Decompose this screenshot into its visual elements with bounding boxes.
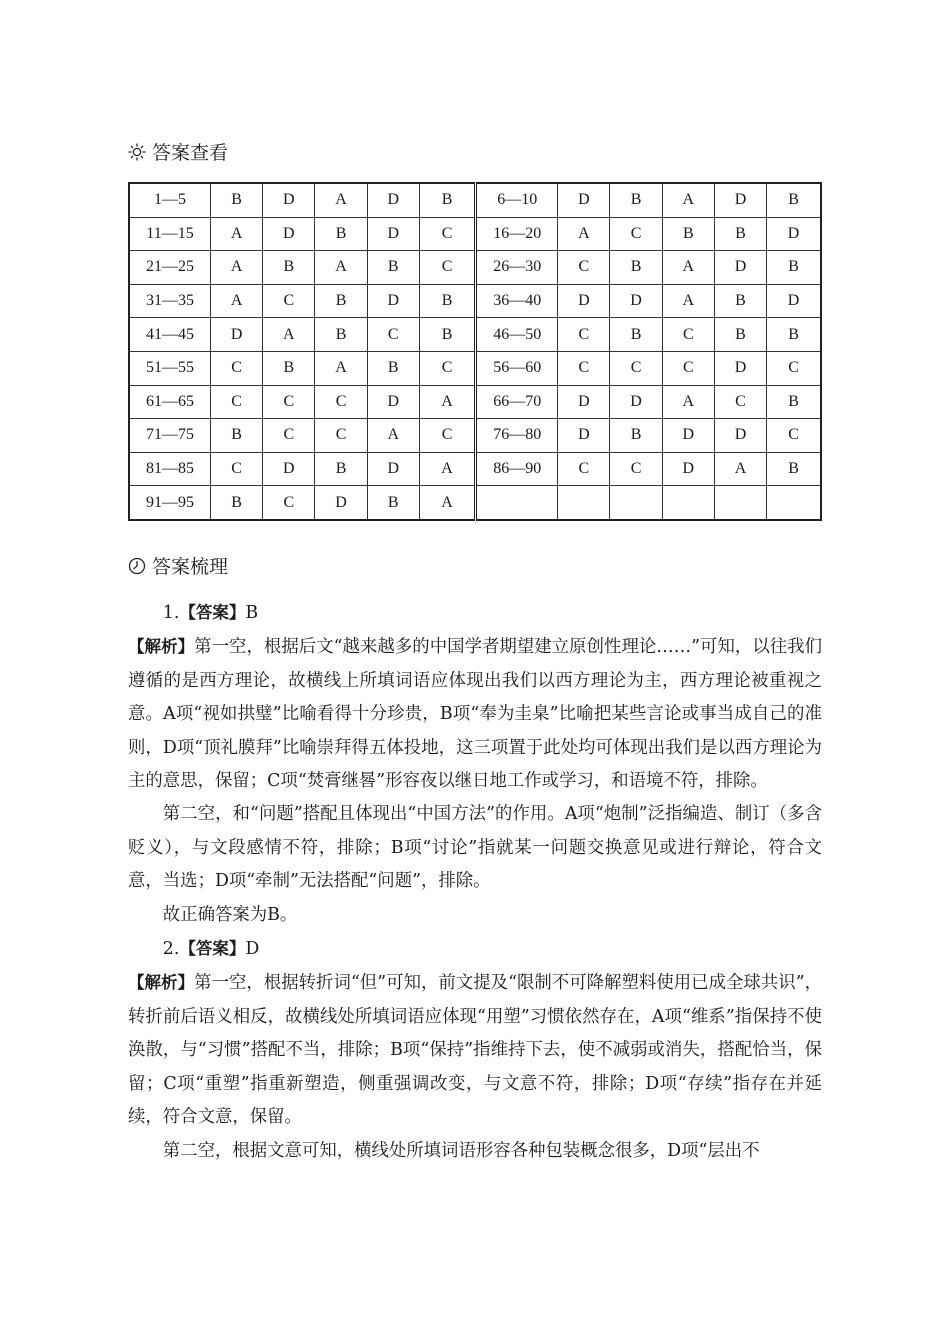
answer-cell: C (558, 351, 610, 385)
answer-cell: B (419, 183, 475, 217)
range-cell: 46—50 (476, 318, 558, 352)
answer-cell (662, 486, 714, 520)
q1-paragraph-2: 第二空，和“问题”搭配且体现出“中国方法”的作用。A项“炮制”泛指编造、制订（多含贬义），与文段感情不符，排除；B项“讨论”指就某一问题交换意见或进行辩论，符合文意，当选；D项“牵制”无法搭配“问题”，排除。 (128, 804, 822, 892)
section-title: 答案查看 (152, 142, 229, 164)
answer-cell: B (211, 419, 263, 453)
answer-cell: D (263, 452, 315, 486)
answer-cell: C (419, 251, 475, 285)
answer-cell: C (767, 419, 821, 453)
answer-cell: B (419, 284, 475, 318)
answer-cell: A (211, 217, 263, 251)
answer-cell: A (714, 452, 766, 486)
clock-icon (128, 557, 146, 575)
range-cell: 71—75 (129, 419, 211, 453)
answer-cell: A (662, 251, 714, 285)
answer-cell: B (610, 419, 662, 453)
q1-answer-line (128, 596, 822, 630)
range-cell: 41—45 (129, 318, 211, 352)
answer-cell: B (211, 486, 263, 520)
answer-cell: C (610, 217, 662, 251)
table-row (129, 217, 821, 251)
answer-cell: C (610, 351, 662, 385)
answer-cell: D (367, 452, 419, 486)
range-cell: 21—25 (129, 251, 211, 285)
answer-cell: C (558, 251, 610, 285)
table-row (129, 318, 821, 352)
answer-cell: A (419, 486, 475, 520)
section-title: 答案梳理 (152, 556, 229, 578)
answer-cell: B (367, 251, 419, 285)
answer-cell: D (714, 419, 766, 453)
answer-cell (767, 486, 821, 520)
table-row (129, 486, 821, 520)
answer-cell (714, 486, 766, 520)
range-cell: 26—30 (476, 251, 558, 285)
table-row (129, 351, 821, 385)
range-cell: 76—80 (476, 419, 558, 453)
answer-cell: B (714, 284, 766, 318)
answer-cell: D (367, 183, 419, 217)
answer-cell: A (662, 183, 714, 217)
answer-cell: B (263, 351, 315, 385)
answer-cell: C (714, 385, 766, 419)
answer-cell: B (662, 217, 714, 251)
answer-cell: C (610, 452, 662, 486)
answer-cell: B (767, 183, 821, 217)
answer-cell: D (211, 318, 263, 352)
q2-answer-tag: 【答案】 (179, 939, 246, 959)
table-row (129, 284, 821, 318)
answer-cell: B (263, 251, 315, 285)
answer-cell: B (714, 217, 766, 251)
answer-cell: C (558, 318, 610, 352)
answer-cell: B (315, 318, 367, 352)
q1-answer: B (245, 603, 259, 623)
range-cell: 16—20 (476, 217, 558, 251)
table-row (129, 419, 821, 453)
range-cell: 61—65 (129, 385, 211, 419)
answer-cell: D (558, 183, 610, 217)
answer-cell: B (211, 183, 263, 217)
range-cell: 81—85 (129, 452, 211, 486)
table-row (129, 251, 821, 285)
answer-cell: C (211, 351, 263, 385)
answer-cell: B (315, 284, 367, 318)
answer-cell: D (558, 385, 610, 419)
answer-cell: B (610, 183, 662, 217)
answer-cell: C (315, 385, 367, 419)
range-cell: 6—10 (476, 183, 558, 217)
answer-cell: C (367, 318, 419, 352)
answer-cell: C (211, 385, 263, 419)
q2-answer-line (128, 932, 822, 966)
range-cell: 36—40 (476, 284, 558, 318)
answer-cell: A (211, 251, 263, 285)
section-answer-view-heading (128, 138, 228, 165)
answer-cell: B (315, 452, 367, 486)
q1-paragraph-1: 第一空，根据后文“越来越多的中国学者期望建立原创性理论……”可知，以往我们遵循的是西方理论，故横线上所填词语应体现出我们以西方理论为主，西方理论被重视之意。A项“视如拱璧”比喻看得十分珍贵，B项“奉为圭臬”比喻把某些言论或事当成自己的准则，D项“顶礼膜拜”比喻崇拜得五体投地，这三项置于此处均可体现出我们是以西方理论为主的意思，保留；C项“焚膏继晷”形容夜以继日地工作或学习，和语境不符，排除。 (128, 637, 822, 792)
answer-cell: D (367, 385, 419, 419)
answer-cell: C (558, 452, 610, 486)
q1-conclusion: 故正确答案为B。 (162, 904, 298, 925)
answer-cell: C (662, 318, 714, 352)
answer-cell: D (263, 217, 315, 251)
answer-cell: D (367, 284, 419, 318)
answer-cell: D (610, 284, 662, 318)
q2-answer: D (245, 939, 260, 960)
q2-paragraph-2: 第二空，根据文意可知，横线处所填词语形容各种包装概念很多，D项“层出不 (162, 1140, 760, 1161)
sun-icon (128, 143, 146, 161)
table-row (129, 385, 821, 419)
section-answer-explain-heading (128, 552, 228, 579)
answer-cell: C (263, 419, 315, 453)
answer-cell (610, 486, 662, 520)
answer-table (128, 182, 822, 521)
answer-cell: D (315, 486, 367, 520)
range-cell: 31—35 (129, 284, 211, 318)
q1-analysis-tag: 【解析】 (128, 637, 195, 657)
answer-cell: B (767, 318, 821, 352)
q2-number: 2. (162, 939, 180, 960)
range-cell: 1—5 (129, 183, 211, 217)
answer-cell: A (315, 351, 367, 385)
answer-cell: B (767, 251, 821, 285)
answer-cell: C (419, 419, 475, 453)
answer-cell: D (367, 217, 419, 251)
range-cell: 86—90 (476, 452, 558, 486)
q2-analysis-tag: 【解析】 (128, 973, 195, 993)
answer-cell: D (558, 284, 610, 318)
answer-cell: A (211, 284, 263, 318)
answer-cell: D (610, 385, 662, 419)
answer-cell: A (419, 452, 475, 486)
range-cell (476, 486, 558, 520)
answer-cell: D (714, 351, 766, 385)
q1-analysis (128, 630, 822, 798)
answer-cell: D (263, 183, 315, 217)
table-row (129, 183, 821, 217)
answer-cell: A (662, 385, 714, 419)
answer-cell: D (662, 419, 714, 453)
range-cell: 91—95 (129, 486, 211, 520)
answer-cell: A (263, 318, 315, 352)
range-cell: 51—55 (129, 351, 211, 385)
answer-cell: B (315, 217, 367, 251)
answer-cell: D (767, 284, 821, 318)
answer-cell: B (767, 452, 821, 486)
q2-analysis (128, 966, 822, 1134)
answer-cell: B (367, 486, 419, 520)
answer-cell: D (662, 452, 714, 486)
answer-cell: C (767, 351, 821, 385)
answer-cell: C (419, 217, 475, 251)
answer-cell: B (610, 251, 662, 285)
answer-cell: C (263, 385, 315, 419)
range-cell: 66—70 (476, 385, 558, 419)
explanation-body (128, 596, 822, 1168)
answer-cell (558, 486, 610, 520)
range-cell: 11—15 (129, 217, 211, 251)
answer-cell: C (419, 351, 475, 385)
q1-answer-tag: 【答案】 (179, 603, 246, 622)
answer-cell: A (315, 251, 367, 285)
answer-cell: A (367, 419, 419, 453)
answer-cell: B (419, 318, 475, 352)
answer-cell: B (610, 318, 662, 352)
answer-cell: B (767, 385, 821, 419)
answer-cell: D (714, 251, 766, 285)
answer-cell: B (367, 351, 419, 385)
answer-cell: B (714, 318, 766, 352)
answer-cell: A (558, 217, 610, 251)
answer-cell: C (662, 351, 714, 385)
answer-cell: C (315, 419, 367, 453)
answer-cell: D (558, 419, 610, 453)
answer-cell: D (714, 183, 766, 217)
q2-paragraph-1: 第一空，根据转折词“但”可知，前文提及“限制不可降解塑料使用已成全球共识”，转折前后语义相反，故横线处所填词语应体现“用塑”习惯依然存在，A项“维系”指保持不使涣散，与“习惯”搭配不当，排除；B项“保持”指维持下去，使不减弱或消失，搭配恰当，保留；C项“重塑”指重新塑造，侧重强调改变，与文意不符，排除；D项“存续”指存在并延续，符合文意，保留。 (128, 973, 823, 1128)
answer-cell: C (263, 486, 315, 520)
answer-cell: A (315, 183, 367, 217)
answer-cell: A (662, 284, 714, 318)
range-cell: 56—60 (476, 351, 558, 385)
answer-cell: C (211, 452, 263, 486)
table-row (129, 452, 821, 486)
answer-cell: D (767, 217, 821, 251)
answer-cell: C (263, 284, 315, 318)
answer-cell: A (419, 385, 475, 419)
q1-number: 1. (162, 603, 180, 623)
